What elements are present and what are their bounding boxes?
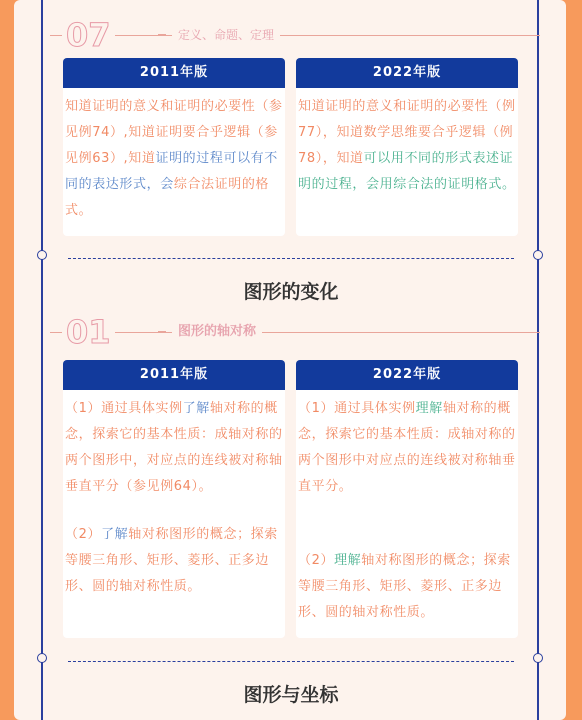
header-dash: [158, 34, 166, 35]
frame-dot: [37, 250, 47, 260]
header-rule: [50, 332, 540, 333]
dashed-divider: [68, 661, 514, 662]
text-segment: 轴对称图形的概念；探索等腰三角形、矩形、菱形、正多边形、圆的轴对称性质。: [65, 527, 278, 594]
text-segment: （2）: [298, 553, 335, 568]
frame-dot: [533, 250, 543, 260]
section-title: 图形与坐标: [243, 684, 339, 706]
header-dash: [158, 331, 166, 332]
text-segment: （1）通过具体实例: [65, 401, 183, 416]
frame-dot: [37, 653, 47, 663]
column-2011-sec2: [63, 360, 285, 638]
column-2011-sec1: [63, 58, 285, 236]
section-number: 01: [62, 312, 115, 352]
highlighted-text: 理解: [334, 553, 362, 568]
section-label: 图形的轴对称: [172, 323, 262, 341]
text-segment: 轴对称的概念，探索它的基本性质：成轴对称的两个图形中，对应点的连线被对称轴垂直平分（参见例64）。: [65, 401, 283, 494]
column-text: [296, 88, 518, 198]
column-header-2011: 2011年版: [63, 58, 285, 88]
highlighted-text: 了解: [182, 401, 210, 416]
header-rule: [50, 35, 540, 36]
column-text: [63, 390, 285, 600]
column-header-2022: 2022年版: [296, 360, 518, 390]
section-header-07: [50, 15, 540, 55]
highlighted-text: 证明的过程可以有不同的表达形式，会: [65, 151, 278, 192]
column-text: [63, 88, 285, 224]
column-header-2022: 2022年版: [296, 58, 518, 88]
section-title: 图形的变化: [243, 281, 339, 303]
column-2022-sec2: [296, 360, 518, 638]
text-segment: 综合法证明的格式。: [65, 177, 270, 218]
frame-dot: [533, 653, 543, 663]
column-2022-sec1: [296, 58, 518, 236]
text-segment: 轴对称的概念，探索它的基本性质：成轴对称的两个图形中对应点的连线被对称轴垂直平分。: [298, 401, 516, 494]
column-header-2011: 2011年版: [63, 360, 285, 390]
section-number: 07: [62, 15, 115, 55]
section-header-01: [50, 312, 540, 352]
text-segment: 轴对称图形的概念；探索等腰三角形、矩形、菱形、正多边形、圆的轴对称性质。: [298, 553, 511, 620]
text-segment: （2）: [65, 527, 102, 542]
highlighted-text: 理解: [415, 401, 443, 416]
highlighted-text: 可以用不同的形式表述证明的过程，会用综合法的证明格式。: [298, 151, 516, 192]
text-segment: 知道证明的意义和证明的必要性（例77），知道数学思维要合乎逻辑（例78），知道: [298, 99, 516, 166]
column-text: [296, 390, 518, 626]
text-segment: （1）通过具体实例: [298, 401, 416, 416]
dashed-divider: [68, 258, 514, 259]
highlighted-text: 了解: [101, 527, 129, 542]
section-label: 定义、命题、定理: [172, 26, 280, 44]
text-segment: 知道证明的意义和证明的必要性（参见例74）,知道证明要合乎逻辑（参见例63）,知道: [65, 99, 283, 166]
